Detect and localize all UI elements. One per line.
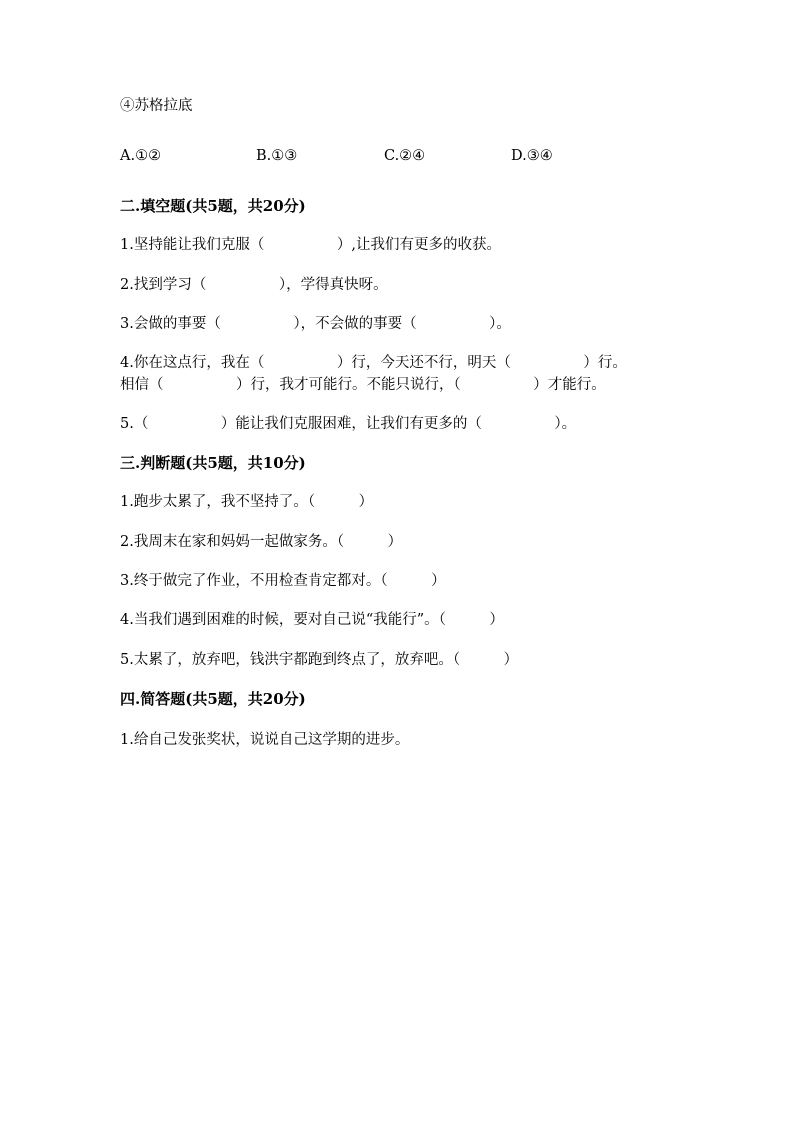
section-heading-true-false: 三.判断题(共5题，共10分) — [120, 454, 306, 472]
true-false-question-3: 3.终于做完了作业，不用检查肯定都对。（ ） — [120, 573, 446, 589]
true-false-question-5: 5.太累了，放弃吧，钱洪宇都跑到终点了，放弃吧。（ ） — [120, 652, 519, 668]
fill-blank-question-4-line-1: 4.你在这点行，我在（ ）行，今天还不行，明天（ ）行。 — [120, 355, 627, 371]
section-heading-fill-blank: 二.填空题(共5题，共20分) — [120, 197, 306, 215]
true-false-question-2: 2.我周末在家和妈妈一起做家务。（ ） — [120, 534, 403, 550]
option-a: A.①② — [120, 148, 162, 164]
option-d: D.③④ — [511, 148, 553, 164]
short-answer-question-1: 1.给自己发张奖状，说说自己这学期的进步。 — [120, 732, 410, 748]
choice-item-4: ④苏格拉底 — [120, 98, 193, 114]
fill-blank-question-5: 5.（ ）能让我们克服困难，让我们有更多的（ ）。 — [120, 416, 577, 432]
option-b: B.①③ — [256, 148, 298, 164]
fill-blank-question-1: 1.坚持能让我们克服（ ）,让我们有更多的收获。 — [120, 237, 501, 253]
true-false-question-1: 1.跑步太累了，我不坚持了。（ ） — [120, 494, 374, 510]
fill-blank-question-2: 2.找到学习（ ），学得真快呀。 — [120, 277, 388, 293]
section-heading-short-answer: 四.简答题(共5题，共20分) — [120, 690, 306, 708]
fill-blank-question-3: 3.会做的事要（ ），不会做的事要（ ）。 — [120, 316, 511, 332]
option-c: C.②④ — [384, 148, 426, 164]
true-false-question-4: 4.当我们遇到困难的时候，要对自己说“我能行”。（ ） — [120, 612, 504, 628]
fill-blank-question-4-line-2: 相信（ ）行，我才可能行。不能只说行，（ ）才能行。 — [120, 377, 606, 393]
